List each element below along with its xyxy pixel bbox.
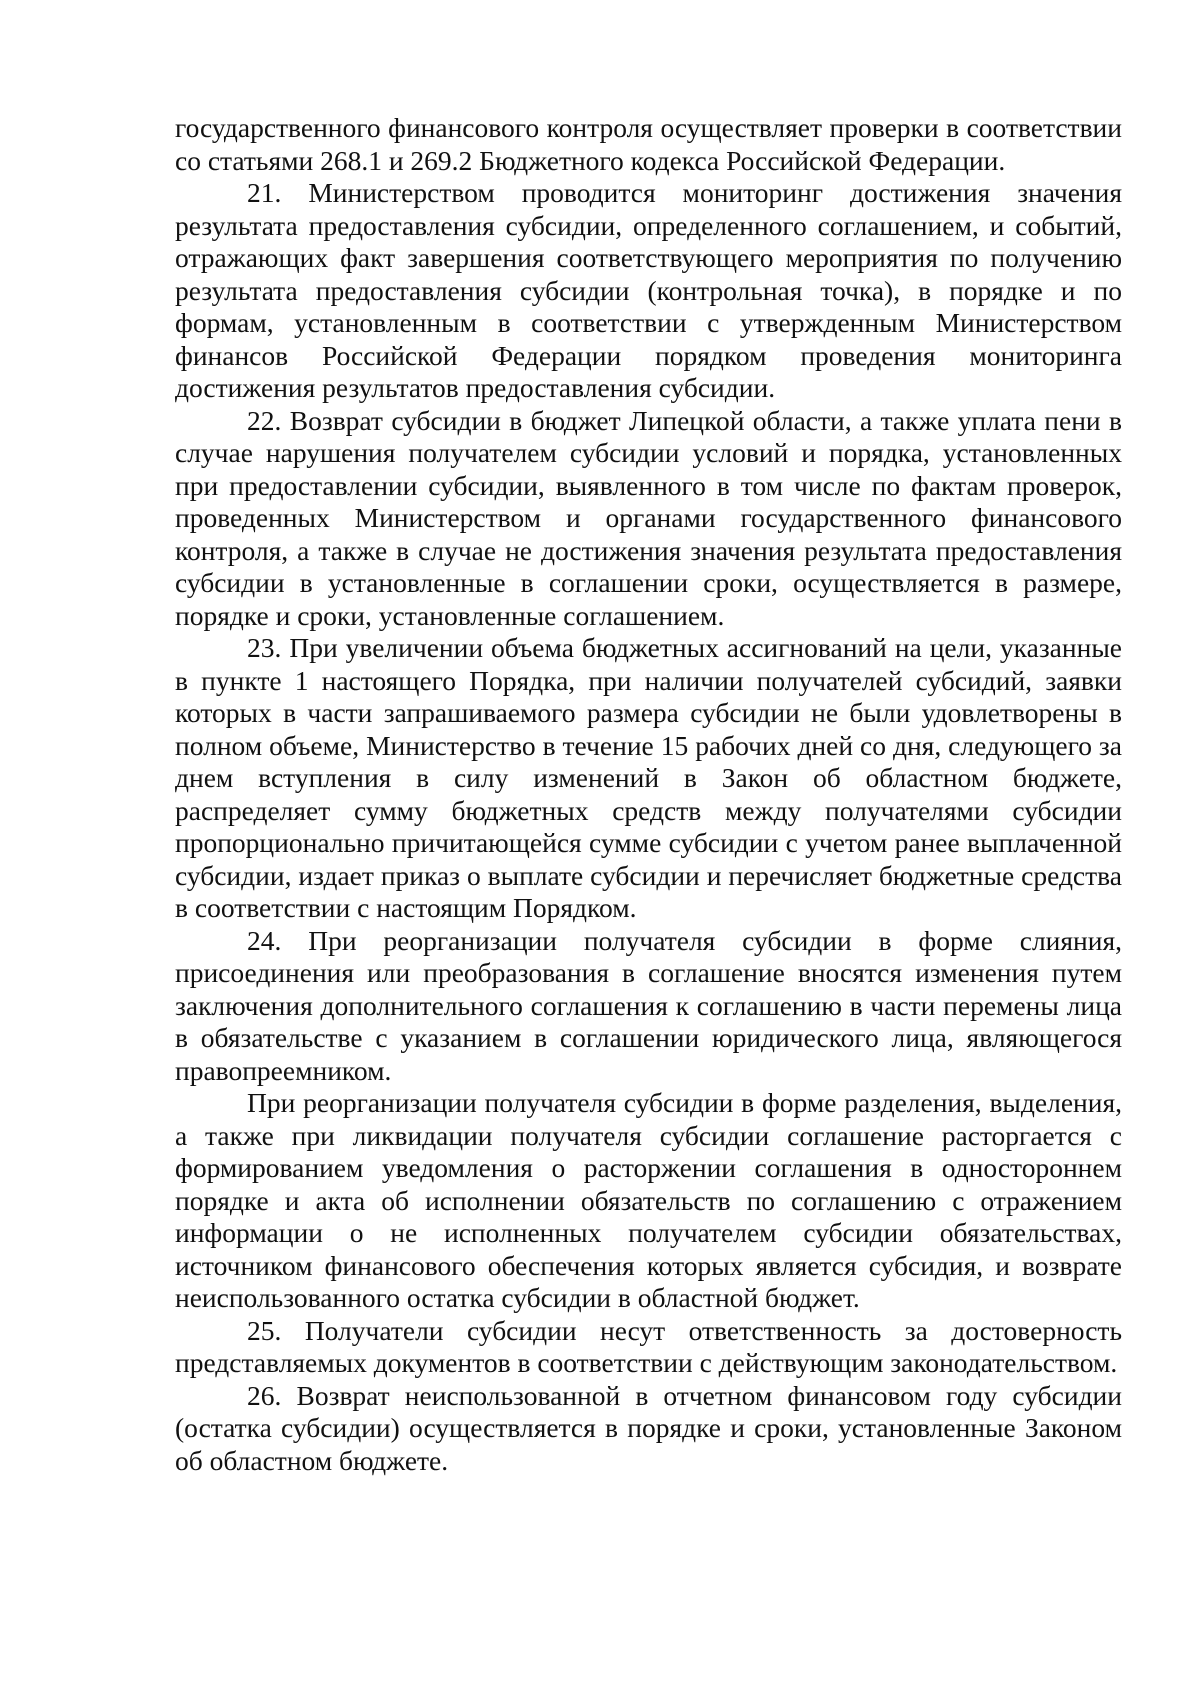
paragraph-24-reorganization-merger: 24. При реорганизации получателя субсидии в форме слияния, присоединения или преобразования в соглашение вносятся изменения путем заключения дополнительного соглашения к соглашению в части перемены лица в обязательстве с указанием в соглашении юридического лица, являющегося правопреемником.: [175, 924, 1122, 1086]
paragraph-continuation-state-control: государственного финансового контроля осуществляет проверки в соответствии со статьями 268.1 и 269.2 Бюджетного кодекса Российской Федерации.: [175, 112, 1122, 176]
paragraph-21-monitoring: 21. Министерством проводится мониторинг достижения значения результата предоставления субсидии, определенного соглашением, и событий, отражающих факт завершения соответствующего мероприятия по получению результата предоставления субсидии (контрольная точка), в порядке и по формам, установленным в соответствии с утвержденным Министерством финансов Российской Федерации порядком проведения мониторинга достижения результатов предоставления субсидии.: [175, 177, 1122, 403]
document-page: [175, 112, 1122, 1477]
paragraph-22-subsidy-refund: 22. Возврат субсидии в бюджет Липецкой области, а также уплата пени в случае нарушения получателем субсидии условий и порядка, установленных при предоставлении субсидии, выявленного в том числе по фактам проверок, проведенных Министерством и органами государственного финансового контроля, а также в случае не достижения значения результата предоставления субсидии в установленные в соглашении сроки, осуществляется в размере, порядке и сроки, установленные соглашением.: [175, 404, 1122, 631]
paragraph-24-reorganization-division: При реорганизации получателя субсидии в форме разделения, выделения, а также при ликвидации получателя субсидии соглашение расторгается с формированием уведомления о расторжении соглашения в одностороннем порядке и акта об исполнении обязательств по соглашению с отражением информации о не исполненных получателем субсидии обязательствах, источником финансового обеспечения которых является субсидия, и возврате неиспользованного остатка субсидии в областной бюджет.: [175, 1087, 1122, 1313]
paragraph-25-responsibility: 25. Получатели субсидии несут ответственность за достоверность представляемых документов в соответствии с действующим законодательством.: [175, 1314, 1122, 1378]
paragraph-23-budget-increase: 23. При увеличении объема бюджетных ассигнований на цели, указанные в пункте 1 настоящего Порядка, при наличии получателей субсидий, заявки которых в части запрашиваемого размера субсидии не были удовлетворены в полном объеме, Министерство в течение 15 рабочих дней со дня, следующего за днем вступления в силу изменений в Закон об областном бюджете, распределяет сумму бюджетных средств между получателями субсидии пропорционально причитающейся сумме субсидии с учетом ранее выплаченной субсидии, издает приказ о выплате субсидии и перечисляет бюджетные средства в соответствии с настоящим Порядком.: [175, 632, 1122, 923]
paragraph-26-unused-subsidy-refund: 26. Возврат неиспользованной в отчетном финансовом году субсидии (остатка субсидии) осуществляется в порядке и сроки, установленные Законом об областном бюджете.: [175, 1379, 1122, 1476]
